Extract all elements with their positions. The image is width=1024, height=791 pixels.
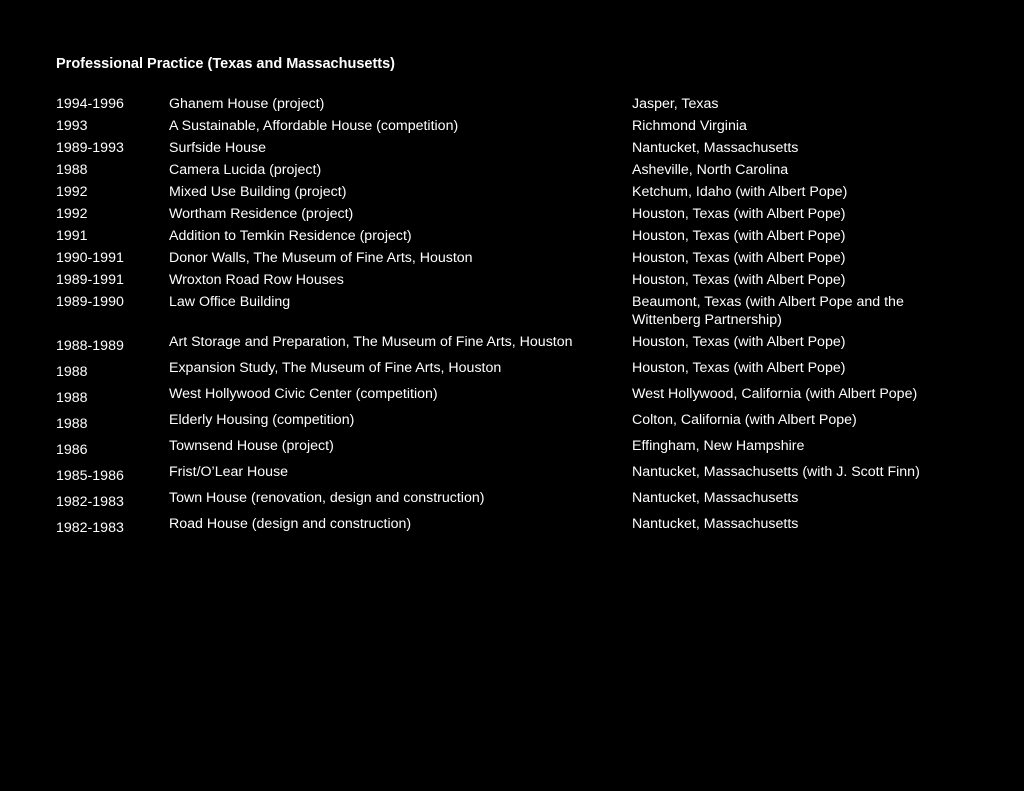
entry-location: Beaumont, Texas (with Albert Pope and the Wittenberg Partnership) xyxy=(632,294,904,328)
entry-project: Wroxton Road Row Houses xyxy=(169,272,344,288)
entry-project: Mixed Use Building (project) xyxy=(169,184,347,200)
entry-year: 1988-1989 xyxy=(56,338,124,354)
entry-year: 1982-1983 xyxy=(56,494,124,510)
list-item xyxy=(56,205,986,223)
entry-year: 1992 xyxy=(56,206,88,222)
entry-year: 1988 xyxy=(56,416,88,432)
entry-year: 1994-1996 xyxy=(56,96,124,112)
entry-year: 1992 xyxy=(56,184,88,200)
entry-project: A Sustainable, Affordable House (competition) xyxy=(169,118,459,134)
entry-project: Donor Walls, The Museum of Fine Arts, Houston xyxy=(169,250,473,266)
entry-year: 1990-1991 xyxy=(56,250,124,266)
entry-location: Colton, California (with Albert Pope) xyxy=(632,412,857,428)
entry-year: 1989-1991 xyxy=(56,272,124,288)
entry-year: 1993 xyxy=(56,118,88,134)
entry-project: Wortham Residence (project) xyxy=(169,206,354,222)
list-item xyxy=(56,139,986,157)
list-item xyxy=(56,489,986,511)
entry-location: Houston, Texas (with Albert Pope) xyxy=(632,272,846,288)
entry-year: 1982-1983 xyxy=(56,520,124,536)
entry-project: Art Storage and Preparation, The Museum of Fine Arts, Houston xyxy=(169,334,573,350)
entry-location: Houston, Texas (with Albert Pope) xyxy=(632,250,846,266)
entry-location: Jasper, Texas xyxy=(632,96,719,112)
list-item xyxy=(56,515,986,537)
entry-project: Town House (renovation, design and construction) xyxy=(169,490,485,506)
entry-year: 1988 xyxy=(56,364,88,380)
entry-location: Richmond Virginia xyxy=(632,118,747,134)
document-page xyxy=(56,54,986,541)
entry-location: Nantucket, Massachusetts (with J. Scott Finn) xyxy=(632,464,920,480)
entry-project: Elderly Housing (competition) xyxy=(169,412,355,428)
entry-year: 1986 xyxy=(56,442,88,458)
list-item xyxy=(56,161,986,179)
entry-project: West Hollywood Civic Center (competition) xyxy=(169,386,438,402)
entry-year: 1988 xyxy=(56,390,88,406)
entry-location: Ketchum, Idaho (with Albert Pope) xyxy=(632,184,848,200)
entry-location: Asheville, North Carolina xyxy=(632,162,789,178)
entry-project: Surfside House xyxy=(169,140,266,156)
entry-year: 1988 xyxy=(56,162,88,178)
entry-location: Houston, Texas (with Albert Pope) xyxy=(632,334,846,350)
list-item xyxy=(56,359,986,381)
list-item xyxy=(56,437,986,459)
list-item xyxy=(56,293,986,329)
entry-location: West Hollywood, California (with Albert Pope) xyxy=(632,386,918,402)
entry-location: Nantucket, Massachusetts xyxy=(632,140,799,156)
entry-location: Houston, Texas (with Albert Pope) xyxy=(632,228,846,244)
entry-project: Ghanem House (project) xyxy=(169,96,325,112)
entry-location: Nantucket, Massachusetts xyxy=(632,516,799,532)
list-item xyxy=(56,333,986,355)
entry-project: Expansion Study, The Museum of Fine Arts, Houston xyxy=(169,360,502,376)
list-item xyxy=(56,117,986,135)
entry-year: 1991 xyxy=(56,228,88,244)
entry-location: Nantucket, Massachusetts xyxy=(632,490,799,506)
entry-location: Houston, Texas (with Albert Pope) xyxy=(632,206,846,222)
entry-location: Effingham, New Hampshire xyxy=(632,438,805,454)
entry-year: 1985-1986 xyxy=(56,468,124,484)
list-item xyxy=(56,95,986,113)
entry-year: 1989-1993 xyxy=(56,140,124,156)
entry-project: Road House (design and construction) xyxy=(169,516,412,532)
list-item xyxy=(56,385,986,407)
entry-project: Townsend House (project) xyxy=(169,438,334,454)
list-item xyxy=(56,183,986,201)
entry-project: Camera Lucida (project) xyxy=(169,162,322,178)
list-item xyxy=(56,411,986,433)
list-item xyxy=(56,249,986,267)
entry-project: Addition to Temkin Residence (project) xyxy=(169,228,412,244)
list-item xyxy=(56,227,986,245)
section-heading: Professional Practice (Texas and Massachusetts) xyxy=(56,56,396,72)
list-item xyxy=(56,271,986,289)
entry-location: Houston, Texas (with Albert Pope) xyxy=(632,360,846,376)
entry-project: Frist/O’Lear House xyxy=(169,464,289,480)
entry-year: 1989-1990 xyxy=(56,294,124,310)
practice-list xyxy=(56,95,986,537)
entry-project: Law Office Building xyxy=(169,294,291,310)
list-item xyxy=(56,463,986,485)
